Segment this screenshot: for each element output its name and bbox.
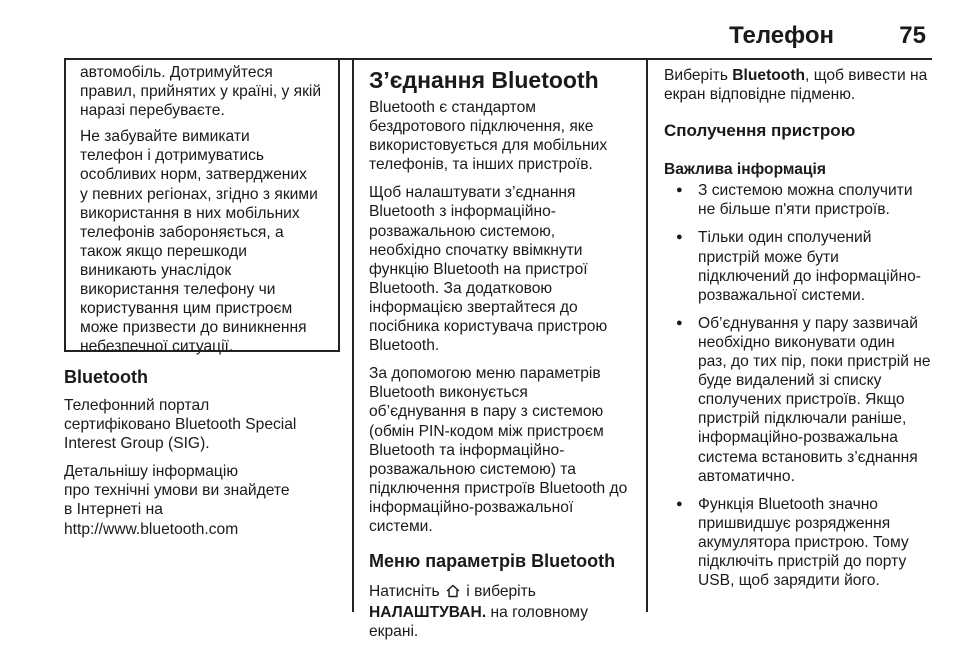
bluetooth-heading: Bluetooth bbox=[64, 367, 148, 387]
bluetooth-url: http://www.bluetooth.com bbox=[64, 520, 239, 538]
important-info-list bbox=[664, 181, 934, 590]
list-item: ● Тільки один сполучений пристрій може бути підключений до інформаційно- розважальної системи. bbox=[664, 228, 934, 304]
home-icon bbox=[446, 584, 460, 603]
pairing-heading: Сполучення пристрою bbox=[664, 121, 856, 141]
warning-paragraph-1: автомобіль. Дотримуйтеся правил, прийнятих у країні, у якій наразі перебуваєте. bbox=[80, 64, 322, 120]
list-item: ● Функція Bluetooth значно пришвидшує розрядження акумулятора пристрою. Тому підключіть пристрій до порту USB, щоб зарядити його. bbox=[664, 495, 934, 590]
connection-paragraph-2: Щоб налаштувати з’єднання Bluetooth з інформаційно- розважальною системою, необхідно спочатку ввімкнути функцію Bluetooth на пристрої Bluetooth. За додатковою інформацією звертайтеся до посібника користувача пристрою Bluetooth. bbox=[369, 184, 608, 355]
warning-paragraph-2: Не забувайте вимикати телефон і дотримуватись особливих норм, затверджених у певних регіонах, згідно з якими використання в них мобільних телефонів забороняється, а також якщо перешкоди виникають унаслідок використання телефону чи користування цим пристроєм може призвести до виникнення небезпечної ситуації. bbox=[80, 128, 318, 356]
settings-menu-heading: Меню параметрів Bluetooth bbox=[369, 551, 616, 572]
important-info-heading: Важлива інформація bbox=[664, 161, 826, 179]
settings-menu-instructions: Натисніть і виберіть НАЛАШТУВАН. на головному екрані. bbox=[369, 583, 588, 641]
column-2-connection bbox=[369, 66, 641, 650]
list-item: ● Об’єднування у пару зазвичай необхідно виконувати один раз, до тих пір, поки пристрій не буде видалений зі списку сполучених пристроїв. Якщо пристрій підключали раніше, інформаційно-розважальна система встановить з’єднання автоматично. bbox=[664, 314, 934, 486]
list-item: ● З системою можна сполучити не більше п'яти пристроїв. bbox=[664, 181, 934, 219]
warning-box bbox=[64, 60, 340, 356]
column-3-pairing bbox=[664, 66, 934, 599]
settings-menu-label: НАЛАШТУВАН. bbox=[369, 604, 487, 622]
bluetooth-paragraph-1: Телефонний портал сертифіковано Bluetooth Special Interest Group (SIG). bbox=[64, 397, 297, 453]
column-divider-2 bbox=[646, 60, 648, 612]
pairing-intro: Виберіть Bluetooth, щоб вивести на екран відповідне підменю. bbox=[664, 67, 928, 104]
bluetooth-paragraph-2: Детальнішу інформацію про технічні умови ви знайдете в Інтернеті на http://www.bluetooth.com bbox=[64, 462, 344, 538]
column-1-bluetooth bbox=[64, 366, 344, 548]
column-divider-1 bbox=[352, 60, 354, 612]
connection-paragraph-1: Bluetooth є стандартом бездротового підключення, яке використовується для мобільних телефонів, та інших пристроїв. bbox=[369, 99, 608, 174]
page-number: 75 bbox=[899, 22, 926, 49]
bluetooth-menu-label: Bluetooth bbox=[732, 67, 806, 84]
running-header-section: Телефон bbox=[729, 22, 834, 49]
bluetooth-connection-title: З’єднання Bluetooth bbox=[369, 67, 599, 93]
connection-paragraph-3: За допомогою меню параметрів Bluetooth виконується об’єднування в пару з системою (обмін PIN-кодом між пристроєм Bluetooth та інформаційно- розважальною системою) та підключення пристроїв Bluetooth до інформаційно-розважальної системи. bbox=[369, 365, 628, 535]
